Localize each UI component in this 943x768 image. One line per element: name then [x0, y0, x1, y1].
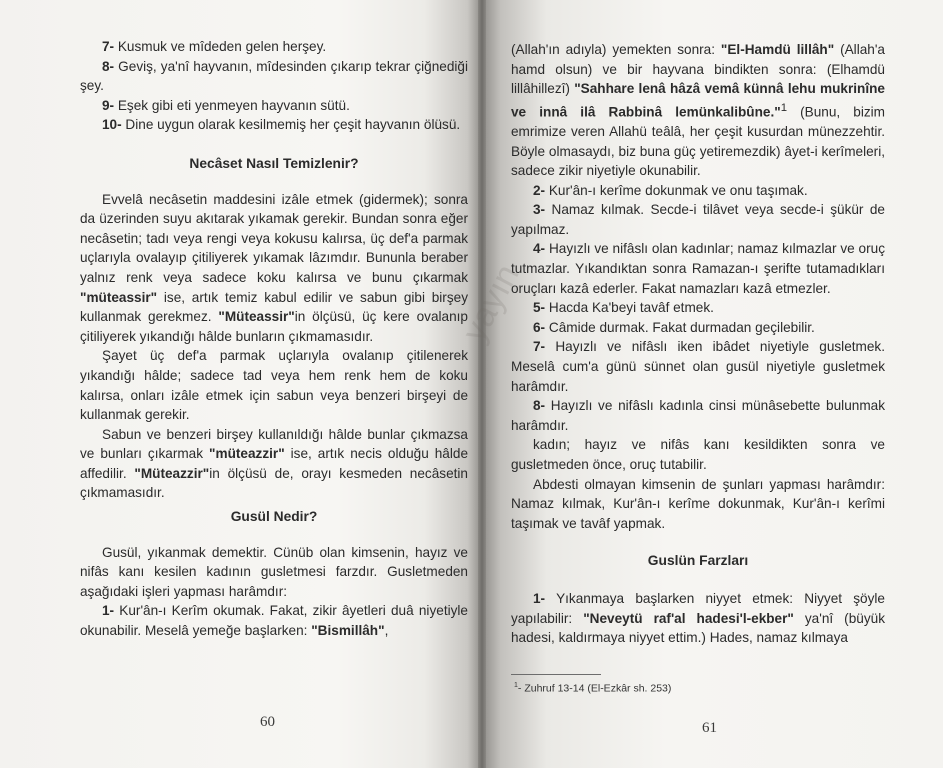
list-item	[80, 115, 468, 135]
item-number: 7-	[102, 39, 115, 54]
footnote: $^1$- Zuhruf 13-14 (El-Ezkâr sh. 253)	[514, 682, 672, 695]
item-text: Eşek gibi eti yenmeyen hayvanın sütü.	[114, 97, 350, 113]
list-item: 8- Hayızlı ve nifâslı kadınla cinsi münâsebette bulunmak harâmdır.	[511, 398, 885, 433]
list-item	[80, 37, 468, 57]
paragraph: Şayet üç def'a parmak uçlarıyla ovalanıp çitilenerek yıkandığı hâlde; sadece tad veya hem renk hem de koku kalırsa, onları izâle etmek için sabun veya benzeri birşeyi de kullanmak gerekir.	[80, 348, 468, 423]
footnote-rule	[511, 674, 601, 675]
list-item	[80, 96, 468, 116]
left-page-text	[80, 37, 468, 641]
section-heading: Guslün Farzları	[647, 553, 749, 569]
footnote-marker: 1	[780, 101, 787, 114]
paragraph: Abdesti olmayan kimsenin de şunları yapması harâmdır: Namaz kılmak, Kur'ân-ı kerîme dokunmak, Kur'ân-ı kerîmi taşımak ve tavâf yapmak.	[511, 476, 885, 531]
right-page	[482, 0, 943, 768]
page-number: 61	[702, 720, 717, 736]
list-item: 6- Câmide durmak. Fakat durmadan geçilebilir.	[533, 319, 815, 335]
list-item: 2- Kur'ân-ı kerîme dokunmak ve onu taşımak.	[533, 182, 808, 198]
item-number: 10-	[102, 117, 122, 133]
paragraph: kadın; hayız ve nifâs kanı kesildikten sonra ve gusletmeden önce, oruç tutabilir.	[511, 437, 885, 472]
paragraph: (Allah'ın adıyla) yemekten sonra: "El-Hamdü lillâh" (Allah'a hamd olsun) ve bir hayvana bindikten sonra: (Elhamdü lillâhillezî) "Sahhare lenâ hâzâ vemâ künnâ lehu mukrinîne ve innâ ilâ Rabbinâ lemünkalibûne."$^1$ (Bunu, bizim emrimize veren Allahü teâlâ, her çeşit kusurdan münezzehtir. Böyle olmasaydı, biz buna güç yetiremezdik) âyet-i kerîmeleri, sadece zikir niyetiyle okunabilir.	[511, 42, 886, 179]
list-item: 1- Kur'ân-ı Kerîm okumak. Fakat, zikir âyetleri duâ niyetiyle okunabilir. Meselâ yemeğe başlarken: "Bismillâh",	[80, 603, 468, 639]
list-item: 3- Namaz kılmak. Secde-i tilâvet veya secde-i şükür de yapılmaz.	[511, 202, 885, 237]
item-text: Kusmuk ve mîdeden gelen herşey.	[114, 39, 327, 54]
publisher-watermark: yayın	[455, 258, 527, 348]
paragraph: Sabun ve benzeri birşey kullanıldığı hâlde bunlar çıkmazsa ve bunları çıkarmak "müteazzir" ise, artık necis olduğu hâlde affedilir. "Müteazzir"in ölçüsü de, orayı kesmeden necâsetin çıkmamasıdır.	[80, 426, 469, 501]
item-text: Geviş, ya'nî hayvanın, mîdesinden çıkarıp tekrar çiğnediği şey.	[80, 58, 468, 94]
item-text: Dine uygun olarak kesilmemiş her çeşit hayvanın ölüsü.	[121, 117, 461, 133]
list-item	[80, 57, 468, 96]
book-gutter	[478, 0, 486, 768]
list-item: 7- Hayızlı ve nifâslı iken ibâdet niyetiyle gusletmek. Meselâ cum'a günü sünnet olan gusül niyetiyle gusletmek harâmdır.	[511, 339, 885, 394]
item-number: 8-	[102, 58, 115, 74]
right-page-text	[511, 40, 885, 648]
page-number: 60	[260, 714, 275, 730]
section-heading: Necâset Nasıl Temizlenir?	[189, 155, 359, 171]
paragraph: Evvelâ necâsetin maddesini izâle etmek (gidermek); sonra da üzerinden suyu akıtarak yıkamak gerekir. Bundan sonra eğer necâsetin; tadı veya rengi veya kokusu kalırsa, üç def'a parmak uçlarıyla ovalayıp çitiliyerek yıkamak lâzımdır. Bununla beraber yalnız renk veya sadece koku kalırsa ve bunu çıkarmak "müteassir" ise, artık temiz kabul edilir ve sabun gibi birşey kullanmak gerekmez. "Müteassir"in ölçüsü, üç kere ovalanıp çitiliyerek yıkandığı hâlde bunların çıkmamasıdır.	[80, 191, 468, 344]
list-item: 1- Yıkanmaya başlarken niyyet etmek: Niyyet şöyle yapılabilir: "Neveytü raf'al hadesi'l-ekber" ya'nî (büyük hadesi, kaldırmaya niyyet ettim.) Hades, namaz kılmaya	[511, 590, 885, 646]
section-heading: Gusül Nedir?	[230, 509, 318, 525]
item-number: 9-	[102, 97, 115, 113]
list-item: 4- Hayızlı ve nifâslı olan kadınlar; namaz kılmazlar ve oruç tutmazlar. Yıkandıktan sonra Ramazan-ı şerifte tutamadıkları oruçları kazâ ederler. Fakat namazları kazâ etmezler.	[511, 241, 885, 296]
list-item: 5- Hacda Ka'beyi tavâf etmek.	[533, 300, 714, 316]
paragraph: Gusül, yıkanmak demektir. Cünüb olan kimsenin, hayız ve nifâs kanı kesilen kadının gusletmesi farzdır. Gusletmeden aşağıdaki işleri yapması harâmdır:	[80, 544, 468, 599]
